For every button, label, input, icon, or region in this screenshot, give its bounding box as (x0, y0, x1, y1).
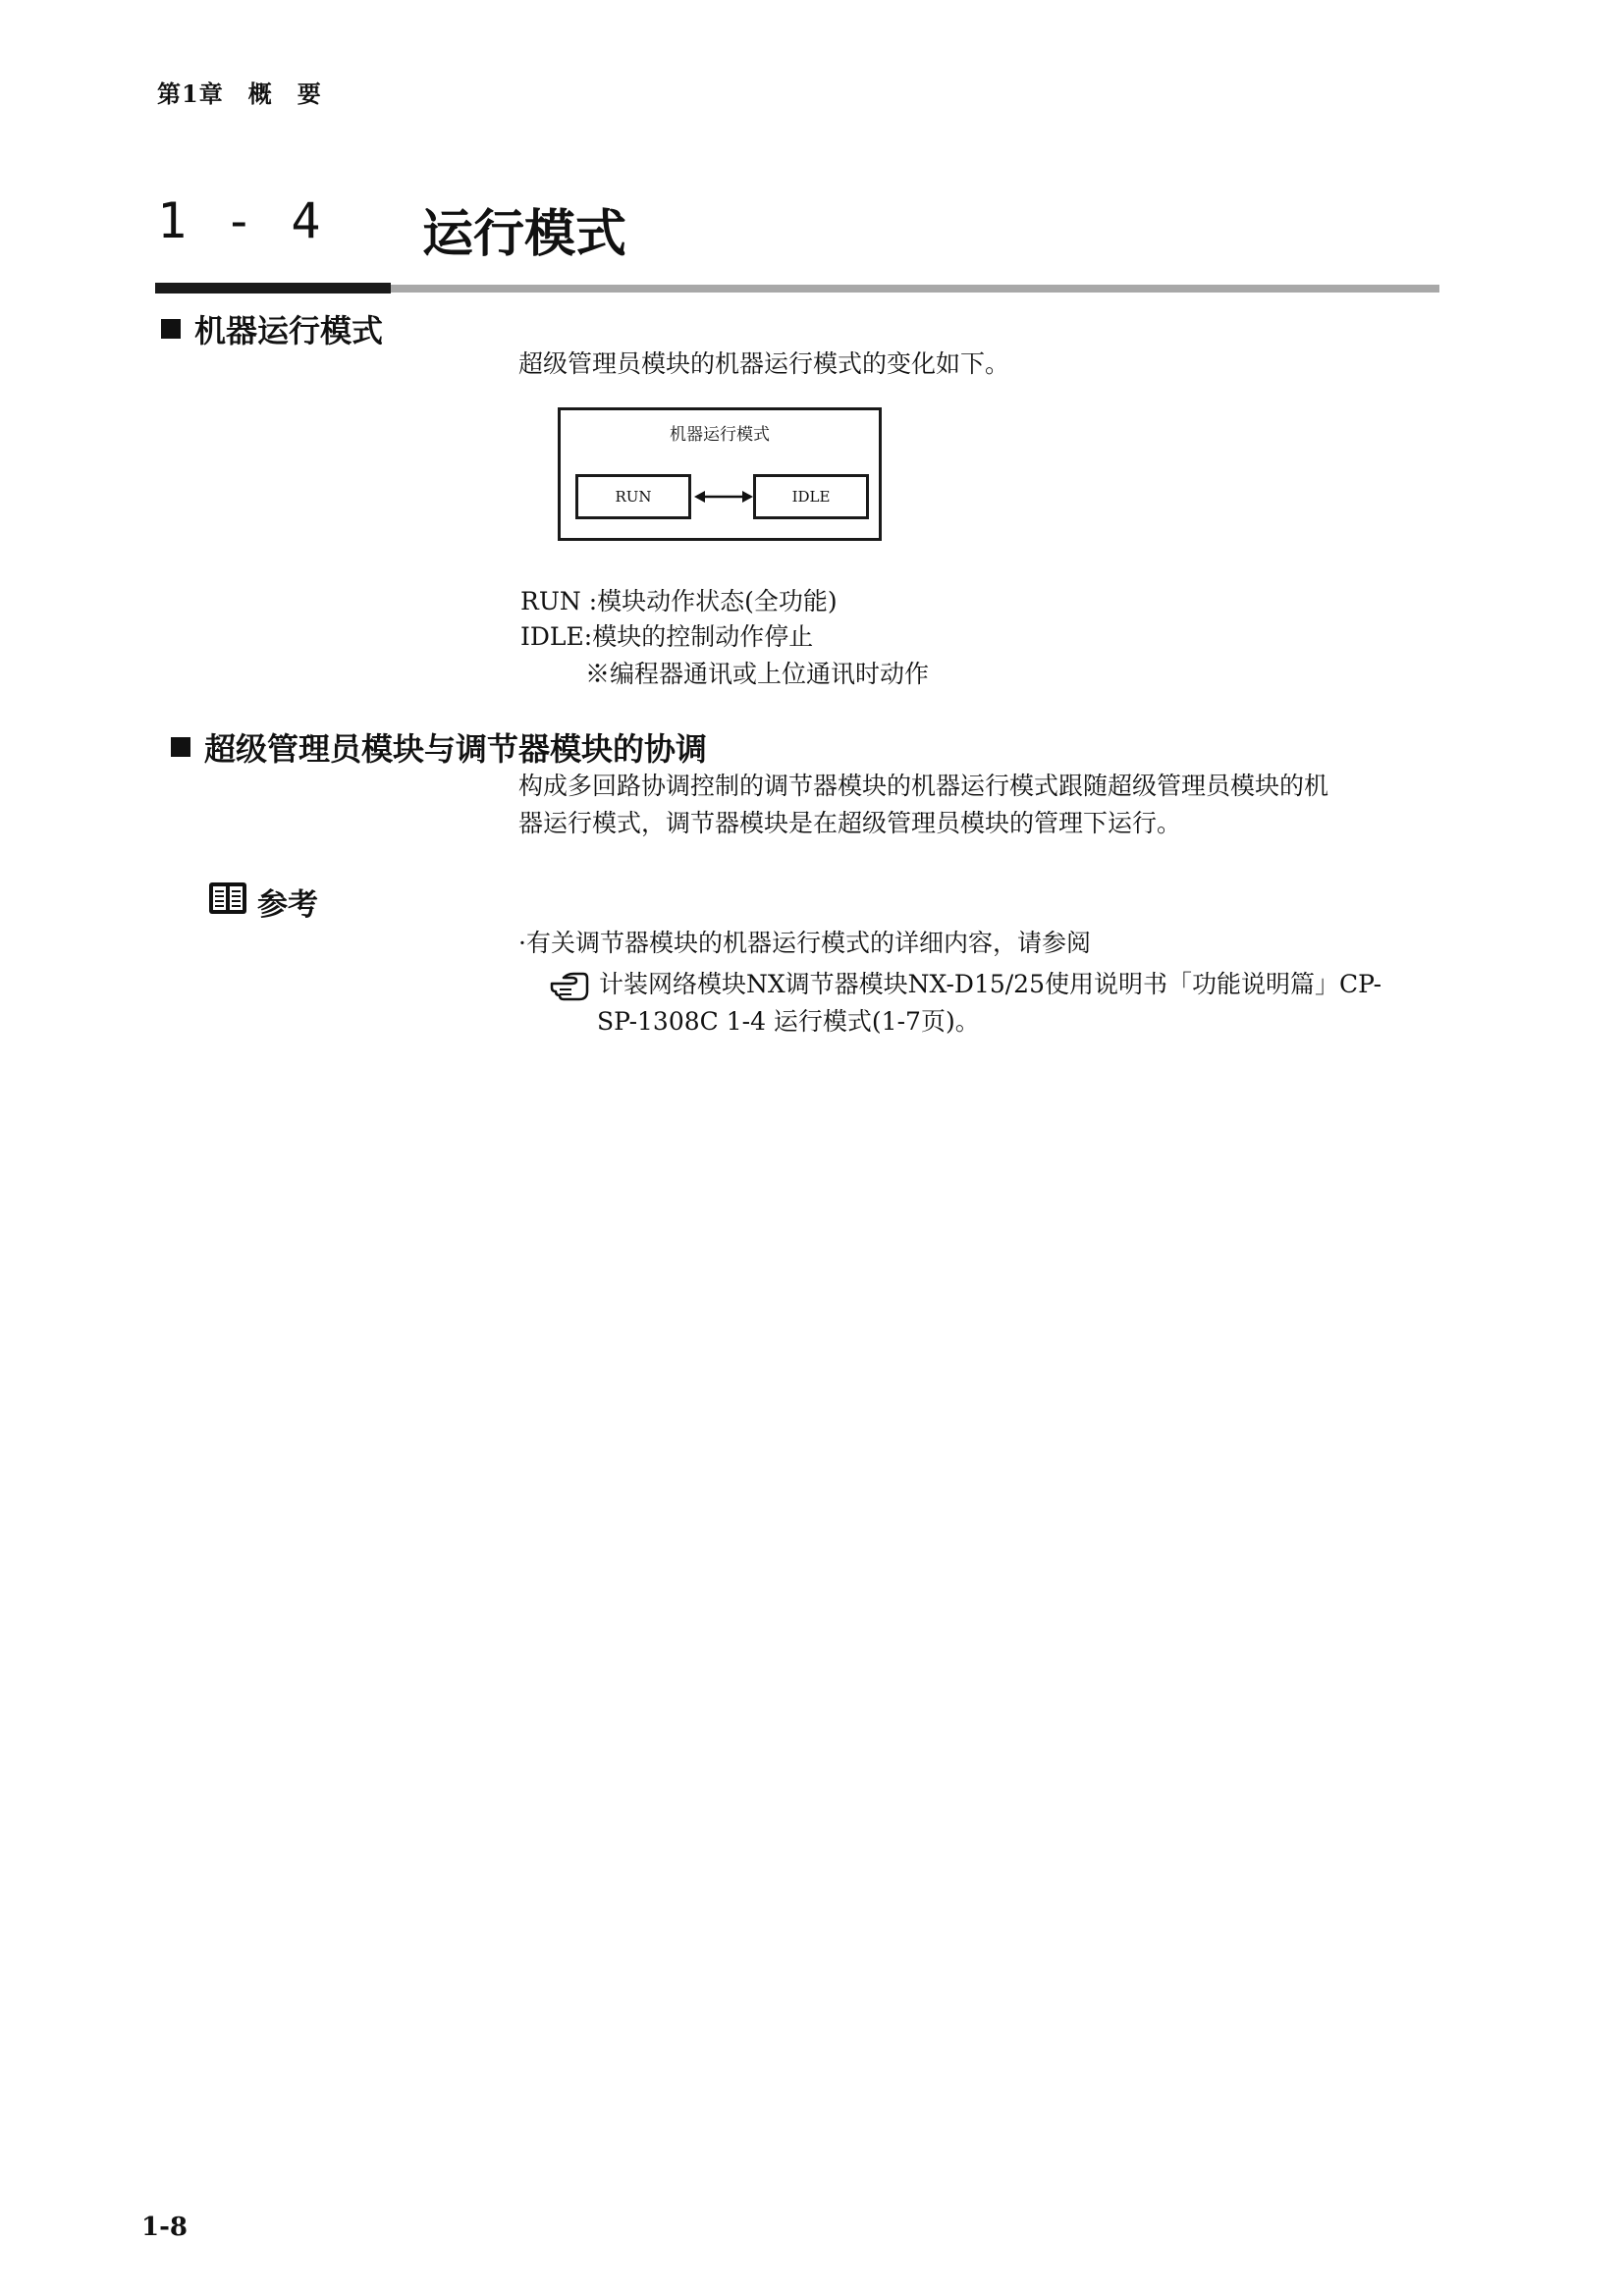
coordination-line-2: 器运行模式，调节器模块是在超级管理员模块的管理下运行。 (518, 809, 1182, 837)
section-number: 1 - 4 (157, 192, 325, 249)
chapter-header: 第1章 概 要 (157, 80, 322, 108)
definition-note: ※编程器通讯或上位通讯时动作 (585, 660, 930, 688)
coordination-heading-text: 超级管理员模块与调节器模块的协调 (204, 730, 708, 768)
definition-run: RUN :模块动作状态(全功能) (520, 587, 838, 615)
title-rule-gray (391, 285, 1439, 293)
section-title: 运行模式 (422, 205, 627, 264)
reference-bullet: ·有关调节器模块的机器运行模式的详细内容，请参阅 (518, 929, 1091, 957)
coordination-heading (171, 724, 707, 770)
pointing-hand-icon (550, 972, 589, 1001)
coordination-line-1: 构成多回路协调控制的调节器模块的机器运行模式跟随超级管理员模块的机 (518, 772, 1329, 800)
double-arrow-icon (694, 489, 753, 505)
machine-mode-intro: 超级管理员模块的机器运行模式的变化如下。 (518, 349, 1010, 378)
mode-diagram (558, 407, 882, 541)
book-icon (208, 880, 247, 917)
run-mode-box: RUN (575, 474, 691, 519)
reference-label: 参考 (257, 887, 318, 923)
reference-link-line-2[interactable]: SP-1308C 1-4 运行模式(1-7页)。 (597, 1007, 980, 1036)
black-square-icon (161, 319, 181, 339)
definition-idle: IDLE:模块的控制动作停止 (520, 622, 814, 651)
machine-mode-heading (161, 306, 383, 351)
title-rule-dark (155, 283, 391, 294)
reference-link-line-1[interactable]: 计装网络模块NX调节器模块NX-D15/25使用说明书「功能说明篇」CP- (599, 970, 1382, 998)
mode-diagram-title: 机器运行模式 (670, 425, 770, 445)
page-number: 1-8 (141, 2213, 188, 2242)
machine-mode-heading-text: 机器运行模式 (194, 312, 384, 349)
black-square-icon (171, 737, 190, 757)
idle-mode-box: IDLE (753, 474, 869, 519)
